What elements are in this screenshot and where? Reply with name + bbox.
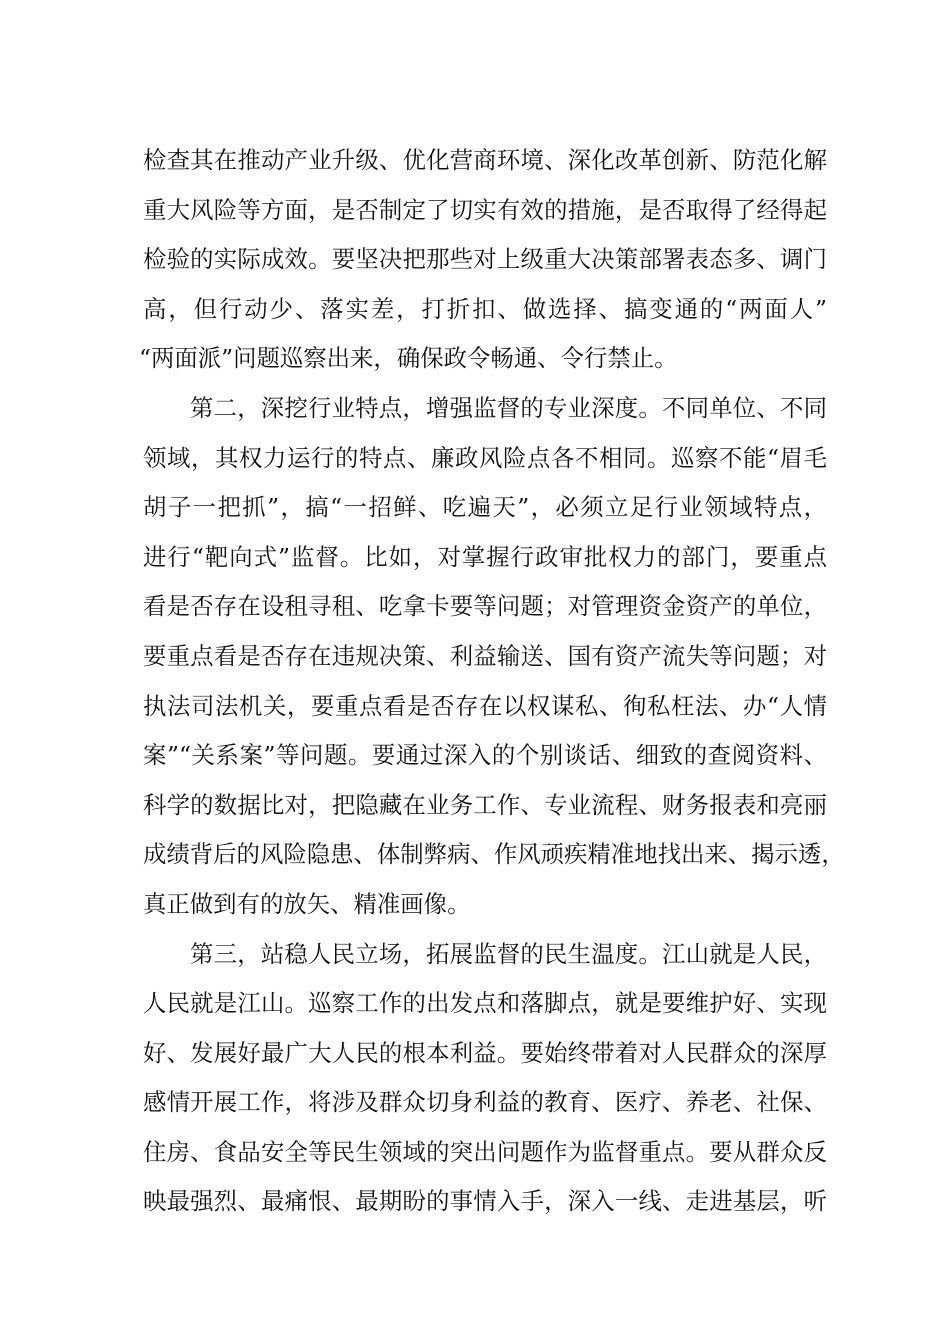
text-line: 成绩背后的风险隐患、体制弊病、作风顽疾精准地找出来、揭示透， [143, 840, 845, 869]
text-line: 看是否存在设租寻租、吃拿卡要等问题；对管理资金资产的单位， [143, 592, 827, 621]
text-line: 胡子一把抓”，搞“一招鲜、吃遍天”，必须立足行业领域特点， [143, 493, 827, 522]
text-line: 进行“靶向式”监督。比如，对掌握行政审批权力的部门，要重点 [143, 542, 827, 571]
text-line: 科学的数据比对，把隐藏在业务工作、专业流程、财务报表和亮丽 [143, 790, 827, 819]
text-line: 住房、食品安全等民生领域的突出问题作为监督重点。要从群众反 [143, 1137, 827, 1166]
text-line: 真正做到有的放矢、精准画像。 [143, 889, 471, 918]
text-line: 好、发展好最广大人民的根本利益。要始终带着对人民群众的深厚 [143, 1038, 827, 1067]
text-line: “两面派”问题巡察出来，确保政令畅通、令行禁止。 [139, 344, 678, 373]
text-line: 第二，深挖行业特点，增强监督的专业深度。不同单位、不同 [190, 393, 827, 422]
text-line: 领域，其权力运行的特点、廉政风险点各不相同。巡察不能“眉毛 [143, 443, 827, 472]
text-line: 高，但行动少、落实差，打折扣、做选择、搞变通的“两面人” [143, 294, 827, 323]
paragraph-third-point [143, 930, 827, 1228]
text-line: 执法司法机关，要重点看是否存在以权谋私、徇私枉法、办“人情 [143, 691, 827, 720]
text-line: 感情开展工作，将涉及群众切身利益的教育、医疗、养老、社保、 [143, 1088, 827, 1117]
text-line: 要重点看是否存在违规决策、利益输送、国有资产流失等问题；对 [143, 641, 827, 670]
text-line: 第三，站稳人民立场，拓展监督的民生温度。江山就是人民， [190, 939, 827, 968]
text-line: 检查其在推动产业升级、优化营商环境、深化改革创新、防范化解 [143, 146, 827, 174]
text-line: 检验的实际成效。要坚决把那些对上级重大决策部署表态多、调门 [143, 245, 827, 274]
paragraph-continuation [139, 136, 827, 384]
text-line: 案”“关系案”等问题。要通过深入的个别谈话、细致的查阅资料、 [143, 741, 827, 770]
text-line: 映最强烈、最痛恨、最期盼的事情入手，深入一线、走进基层，听 [143, 1187, 827, 1216]
text-line: 重大风险等方面，是否制定了切实有效的措施，是否取得了经得起 [143, 195, 827, 224]
paragraph-second-point [143, 384, 845, 930]
document-page [139, 136, 845, 1227]
text-line: 人民就是江山。巡察工作的出发点和落脚点，就是要维护好、实现 [143, 989, 827, 1018]
